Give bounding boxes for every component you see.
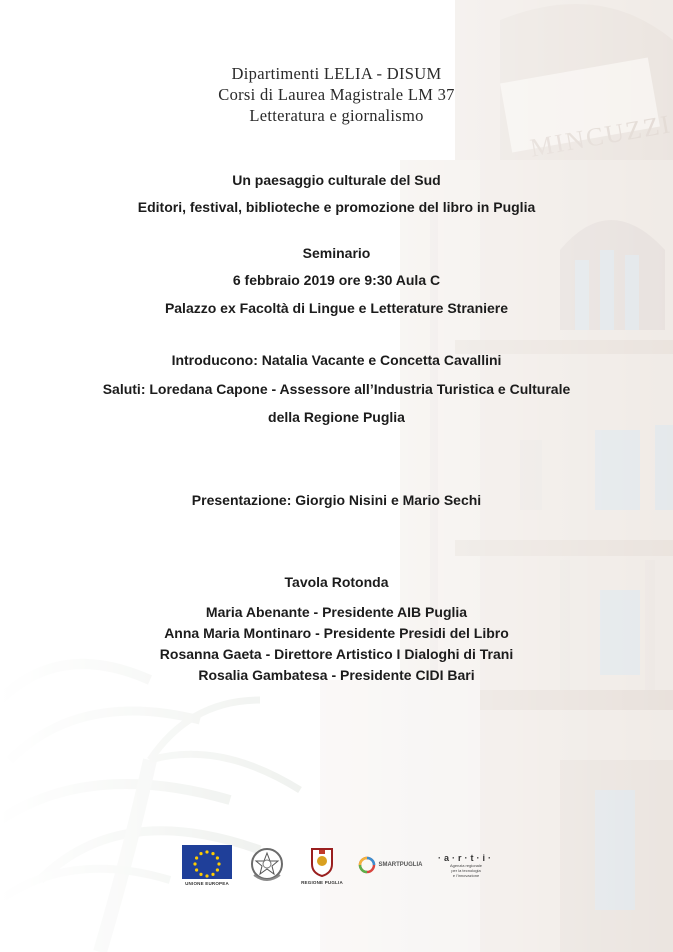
event-subtitle: Editori, festival, biblioteche e promozione del libro in Puglia [137, 199, 536, 215]
arti-caption-2: per la tecnologia [451, 867, 481, 873]
header-degree: Corsi di Laurea Magistrale LM 37 [218, 85, 455, 104]
presentation: Presentazione: Giorgio Nisini e Mario Sechi [191, 492, 482, 508]
event-datetime: 6 febbraio 2019 ore 9:30 Aula C [232, 272, 441, 288]
arti-caption-1: Agenzia regionale [449, 862, 483, 868]
round-table-member: Rosalia Gambatesa - Presidente CIDI Bari [198, 667, 475, 683]
round-table-heading: Tavola Rotonda [284, 574, 389, 590]
italian-republic-logo [248, 845, 286, 885]
round-table-member: Anna Maria Montinaro - Presidente Presidi del Libro [164, 625, 509, 641]
eu-flag-icon [182, 845, 232, 879]
header-departments: Dipartimenti LELIA - DISUM [231, 64, 442, 83]
smart-puglia-icon [358, 856, 376, 874]
greetings-line-2: della Regione Puglia [268, 409, 405, 425]
eu-caption: UNIONE EUROPEA [185, 880, 229, 886]
arti-logo [438, 853, 494, 878]
round-table-member: Rosanna Gaeta - Direttore Artistico I Dialoghi di Trani [159, 646, 514, 662]
event-title: Un paesaggio culturale del Sud [232, 172, 441, 188]
arti-caption-3: e l'innovazione [452, 872, 480, 878]
regione-puglia-logo [301, 846, 343, 885]
smart-puglia-logo [358, 856, 422, 874]
eu-logo [182, 845, 232, 886]
header-course: Letteratura e giornalismo [249, 106, 424, 125]
intro-speakers: Introducono: Natalia Vacante e Concetta Cavallini [171, 352, 502, 368]
arti-wordmark: ·a·r·t·i· [438, 852, 494, 863]
puglia-caption: REGIONE PUGLIA [301, 879, 343, 885]
puglia-shield-icon [308, 846, 336, 878]
event-type: Seminario [302, 245, 371, 261]
italian-emblem-icon [248, 845, 286, 885]
round-table-member: Maria Abenante - Presidente AIB Puglia [205, 604, 468, 620]
smart-caption: SMARTPUGLIA [378, 862, 423, 868]
sponsor-logos [182, 840, 494, 890]
event-venue: Palazzo ex Facoltà di Lingue e Letterature Straniere [164, 300, 509, 316]
greetings-line-1: Saluti: Loredana Capone - Assessore all’Industria Turistica e Culturale [102, 381, 571, 397]
